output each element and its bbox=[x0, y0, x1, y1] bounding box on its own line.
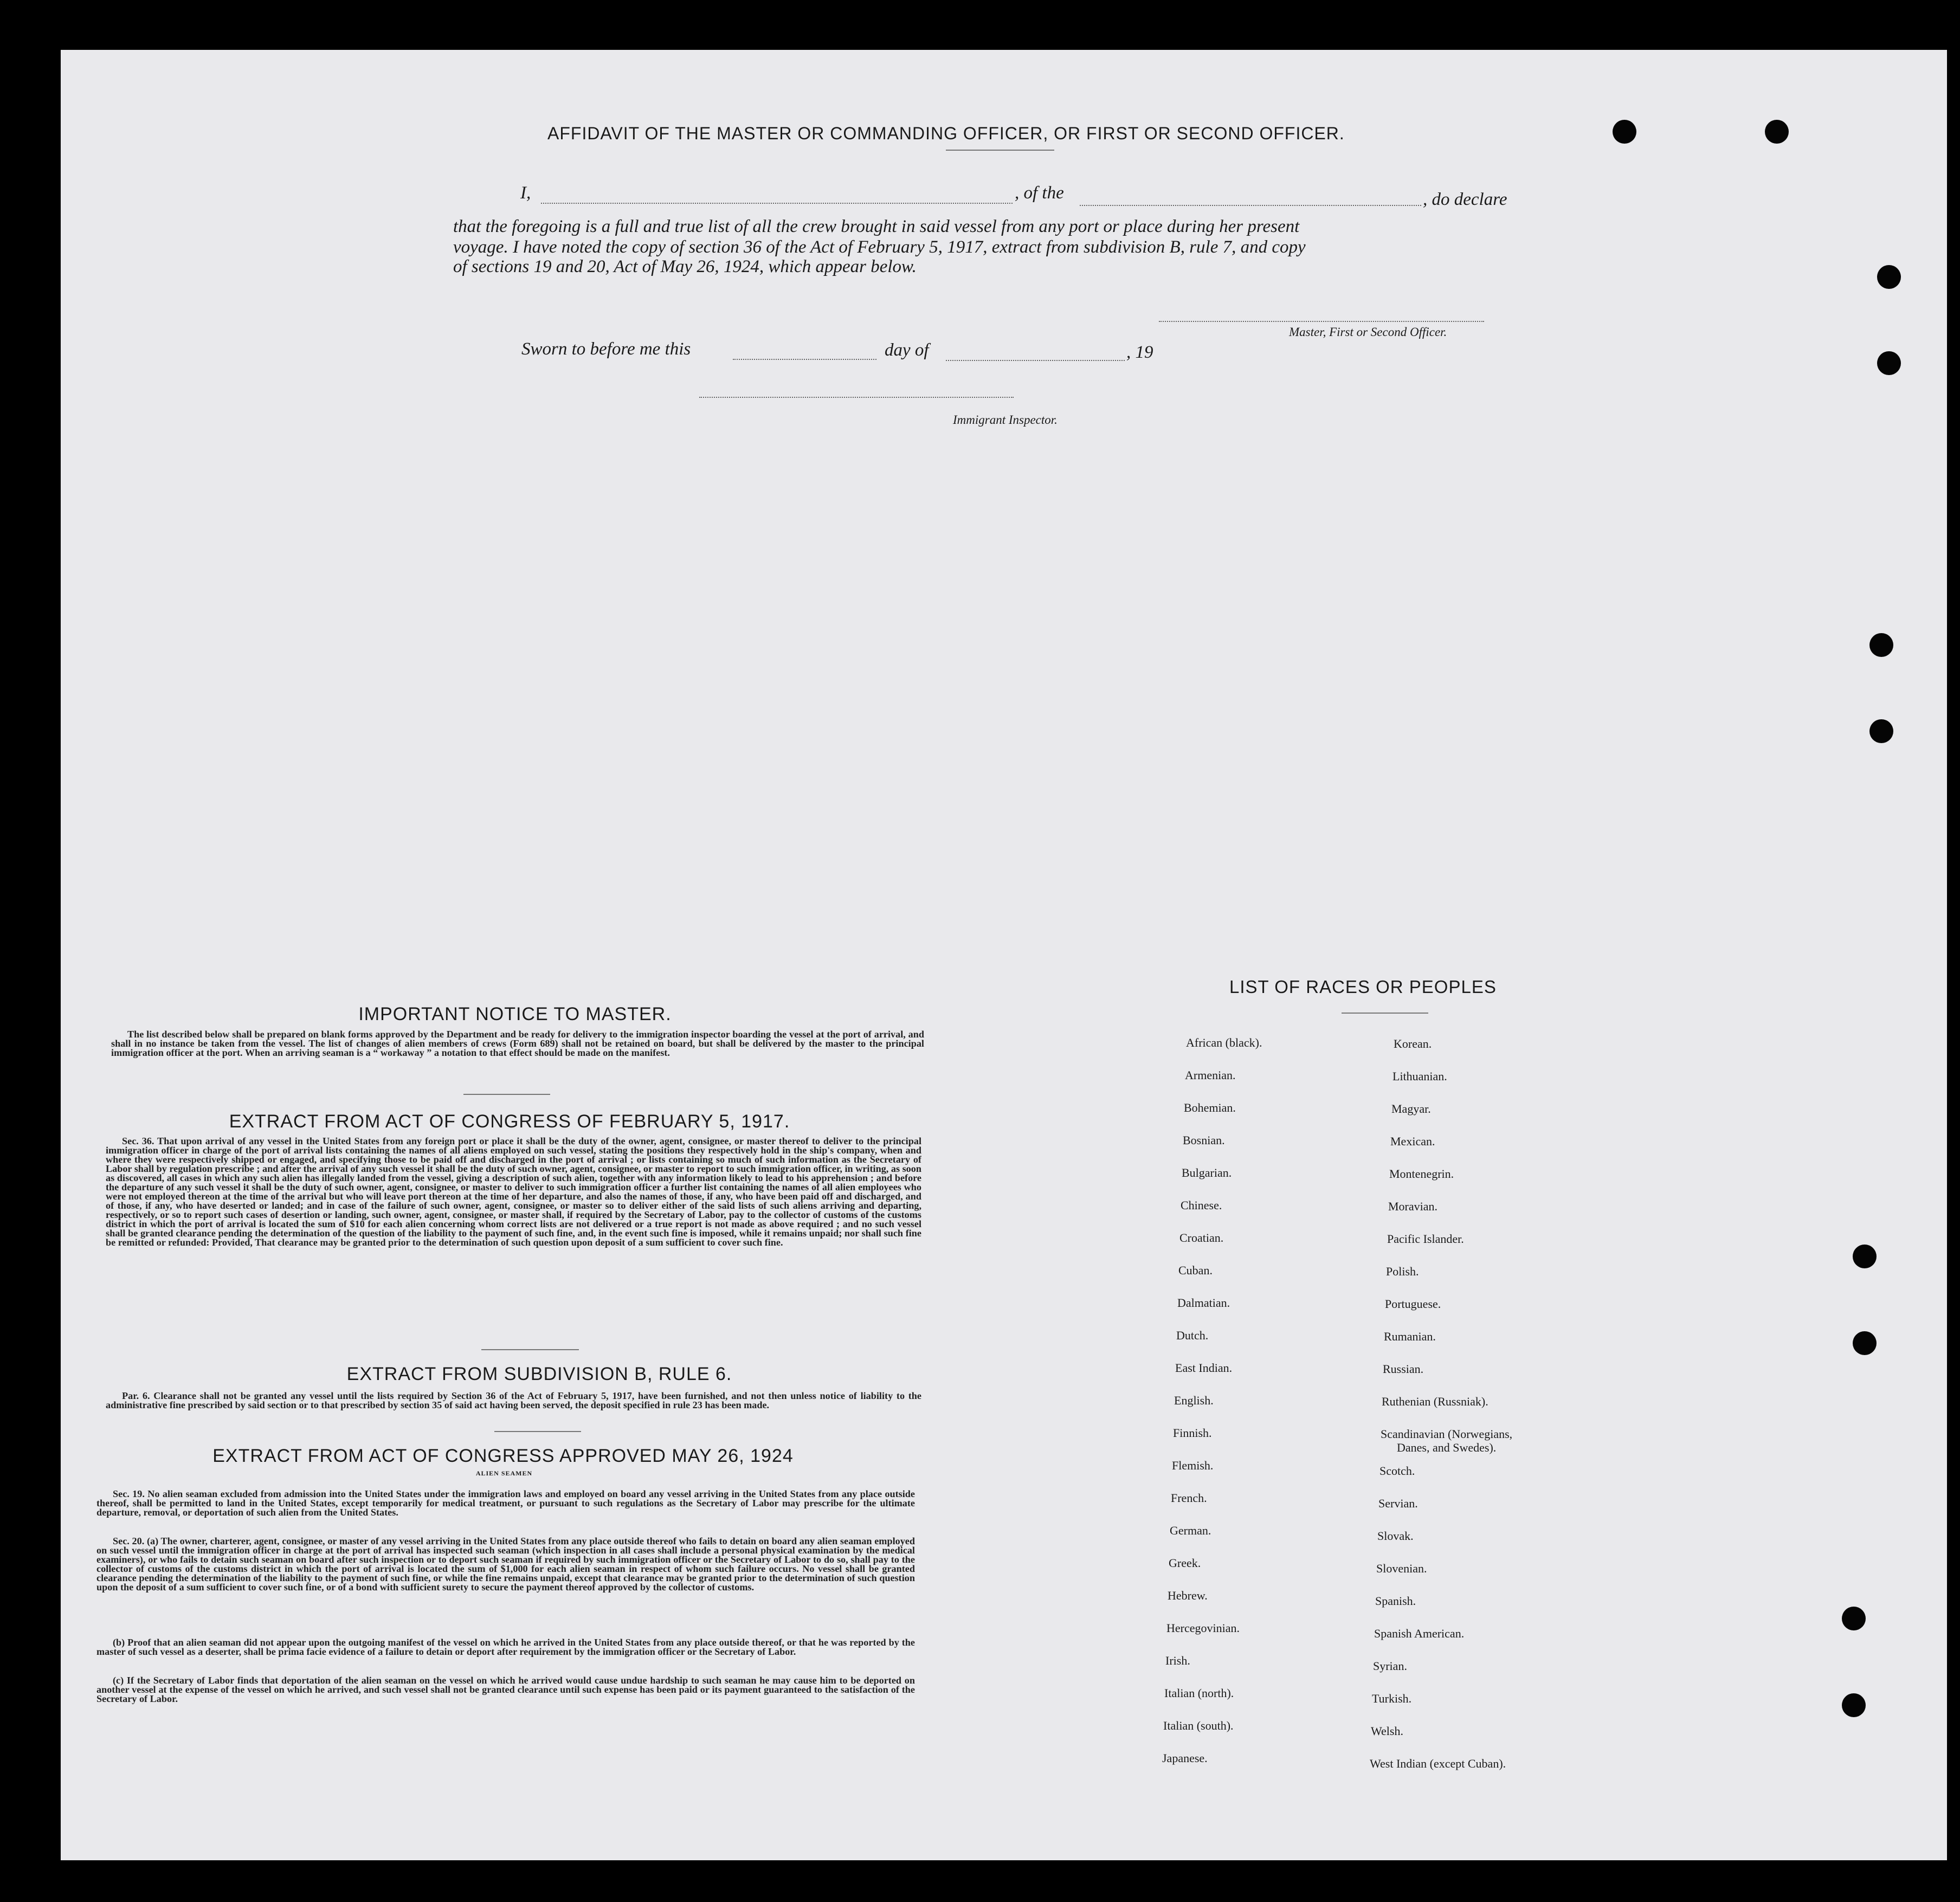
race-item: Turkish. bbox=[1372, 1692, 1412, 1705]
affidavit-line-2: that the foregoing is a full and true list of all the crew brought in said vessel from any port or place during her present bbox=[453, 217, 1300, 236]
affidavit-line-1 bbox=[520, 183, 531, 203]
sec20c-text: (c) If the Secretary of Labor finds that deportation of the alien seaman on the vessel on which he arrived would cause undue hardship to such seaman he may cause him to be deported on another vessel at the expense of the vessel on which he arrived, and such vessel shall not be granted clearance until such expense has been paid or its payment guaranteed to the satisfaction of the Secretary of Labor. bbox=[96, 1676, 915, 1704]
punch-hole bbox=[1842, 1607, 1866, 1630]
punch-hole bbox=[1877, 265, 1901, 289]
race-item: Spanish. bbox=[1375, 1594, 1416, 1608]
sworn-year: , 19 bbox=[1126, 343, 1153, 362]
race-item: Dutch. bbox=[1176, 1329, 1209, 1342]
affidavit-i: I, bbox=[520, 183, 531, 203]
extract-1917-divider bbox=[481, 1349, 579, 1350]
race-item: Polish. bbox=[1386, 1265, 1419, 1278]
notice-divider bbox=[463, 1094, 550, 1095]
race-item: Korean. bbox=[1394, 1037, 1432, 1050]
race-item: Rumanian. bbox=[1384, 1330, 1436, 1343]
rule6-title: EXTRACT FROM SUBDIVISION B, RULE 6. bbox=[346, 1364, 732, 1384]
master-signature-line[interactable] bbox=[1159, 321, 1484, 322]
notice-title: IMPORTANT NOTICE TO MASTER. bbox=[358, 1004, 672, 1024]
punch-hole bbox=[1613, 120, 1636, 144]
race-item: French. bbox=[1171, 1491, 1207, 1505]
race-item: Japanese. bbox=[1162, 1751, 1208, 1765]
race-item: Montenegrin. bbox=[1389, 1167, 1454, 1181]
race-item: Hebrew. bbox=[1168, 1589, 1208, 1602]
affidavit-line-3: voyage. I have noted the copy of section 36 of the Act of February 5, 1917, extract from subdivision B, rule 7, and copy bbox=[453, 237, 1306, 257]
race-item: Scotch. bbox=[1379, 1464, 1415, 1478]
punch-hole bbox=[1869, 719, 1893, 743]
race-item: Chinese. bbox=[1181, 1198, 1222, 1212]
race-item: African (black). bbox=[1186, 1036, 1262, 1049]
race-item: Flemish. bbox=[1172, 1459, 1214, 1472]
race-item: Magyar. bbox=[1391, 1102, 1431, 1116]
race-item: Finnish. bbox=[1173, 1426, 1212, 1440]
scandinavian-continuation: Danes, and Swedes). bbox=[1397, 1441, 1497, 1454]
extract-1917-title: EXTRACT FROM ACT OF CONGRESS OF FEBRUARY 5, 1917. bbox=[229, 1111, 790, 1132]
race-item: Dalmatian. bbox=[1177, 1296, 1230, 1310]
punch-hole bbox=[1869, 633, 1893, 657]
race-item: Armenian. bbox=[1185, 1068, 1236, 1082]
race-item: Bohemian. bbox=[1184, 1101, 1236, 1114]
name-blank[interactable] bbox=[541, 203, 1013, 204]
sworn-day-blank[interactable] bbox=[733, 359, 876, 360]
inspector-signature-line[interactable] bbox=[699, 397, 1014, 398]
title-divider bbox=[946, 150, 1054, 151]
race-item: Spanish American. bbox=[1374, 1627, 1465, 1640]
race-item: English. bbox=[1174, 1394, 1214, 1407]
sworn-day-of: day of bbox=[885, 340, 929, 360]
sec20b-text: (b) Proof that an alien seaman did not appear upon the outgoing manifest of the vessel on which he arrived in the United States from any place outside thereof, or that he was reported by the master of such vessel as a deserter, shall be prima facie evidence of a failure to detain or deport after requirement by the immigration officer or the Secretary of Labor. bbox=[96, 1638, 915, 1657]
rule6-text: Par. 6. Clearance shall not be granted any vessel until the lists required by Section 36 of the Act of February 5, 1917, have been furnished, and not then unless notice of liability to the administrative fine prescribed by said section or to that prescribed by section 35 of said act having been served, the deposit specified in rule 23 has been made. bbox=[106, 1391, 921, 1410]
race-item: Portuguese. bbox=[1385, 1297, 1441, 1311]
races-divider bbox=[1342, 1013, 1428, 1014]
race-item: German. bbox=[1170, 1524, 1211, 1537]
rule6-divider bbox=[494, 1431, 581, 1432]
race-item: Bosnian. bbox=[1183, 1133, 1225, 1147]
punch-hole bbox=[1853, 1245, 1877, 1268]
race-item: West Indian (except Cuban). bbox=[1370, 1757, 1506, 1770]
race-item: Mexican. bbox=[1390, 1134, 1435, 1148]
races-title: LIST OF RACES OR PEOPLES bbox=[1229, 977, 1497, 997]
race-item: Irish. bbox=[1165, 1654, 1190, 1667]
race-item: Syrian. bbox=[1373, 1659, 1407, 1673]
punch-hole bbox=[1765, 120, 1789, 144]
of-the-label: , of the bbox=[1015, 183, 1064, 203]
extract-1917-text: Sec. 36. That upon arrival of any vessel in the United States from any foreign port or place it shall be the duty of the owner, agent, consignee, or master thereof to deliver to the principal immigration officer in charge of the port of arrival lists containing the names of all aliens employed on such vessel, stating the positions they respectively hold in the ship's company, when and where they were respectively shipped or engaged, and specifying those to be paid off and discharged in the port of arrival ; or lists containing so much of such information as the Secretary of Labor shall by regulation prescribe ; and after the arrival of any such vessel it shall be the duty of such owner, agent, consignee, or master to report to such immigration officer, in writing, as soon as discovered, all cases in which any such alien has illegally landed from the vessel, giving a description of such alien, together with any information likely to lead to his apprehension ; and before the departure of any such vessel it shall be the duty of such owner, agent, consignee, or master to deliver to such immigration officer a further list containing the names of all alien employees who were not employed thereon at the time of the arrival but who will leave port thereon at the time of her departure, and also the names of those, if any, who have been paid off and discharged, and of those, if any, who have deserted or landed; and in case of the failure of such owner, agent, consignee, or master so to deliver either of the said lists of such aliens arriving and departing, respectively, or so to report such cases of desertion or landing, such owner, agent, consignee, or master shall, if required by the Secretary of Labor, pay to the collector of customs of the customs district in which the port of arrival is located the sum of $10 for each alien concerning whom correct lists are not delivered or a true report is not made as above required ; and no such vessel shall be granted clearance pending the determination of the question of the liability to the payment of such fine, and, in the event such fine is imposed, while it remains unpaid; nor shall such fine be remitted or refunded: Provided, That clearance may be granted prior to the determination of such question upon deposit of a sum sufficient to cover such fine. bbox=[106, 1137, 921, 1248]
race-item: Ruthenian (Russniak). bbox=[1382, 1395, 1488, 1408]
race-item: Italian (north). bbox=[1164, 1686, 1234, 1700]
master-signature-label: Master, First or Second Officer. bbox=[1289, 325, 1447, 339]
race-item: Russian. bbox=[1383, 1362, 1424, 1376]
alien-seamen-subtitle: ALIEN SEAMEN bbox=[475, 1469, 533, 1477]
affidavit-line-4: of sections 19 and 20, Act of May 26, 1924, which appear below. bbox=[453, 257, 917, 276]
race-item: East Indian. bbox=[1175, 1361, 1233, 1375]
punch-hole bbox=[1877, 351, 1901, 375]
sworn-month-blank[interactable] bbox=[946, 360, 1125, 361]
sworn-prefix: Sworn to before me this bbox=[521, 339, 691, 359]
race-item: Pacific Islander. bbox=[1387, 1232, 1464, 1246]
extract-1924-title: EXTRACT FROM ACT OF CONGRESS APPROVED MAY 26, 1924 bbox=[212, 1446, 794, 1466]
punch-hole bbox=[1842, 1693, 1866, 1717]
sec19-text: Sec. 19. No alien seaman excluded from admission into the United States under the immigration laws and employed on board any vessel arriving in the United States from any place outside thereof, shall be permitted to land in the United States, except temporarily for medical treatment, or pursuant to such regulations as the Secretary of Labor may prescribe for the ultimate departure, removal, or deportation of such alien from the United States. bbox=[96, 1490, 915, 1518]
affidavit-title: AFFIDAVIT OF THE MASTER OR COMMANDING OFFICER, OR FIRST OR SECOND OFFICER. bbox=[547, 124, 1345, 143]
vessel-blank[interactable] bbox=[1080, 205, 1421, 206]
race-item: Hercegovinian. bbox=[1166, 1621, 1240, 1635]
race-item: Servian. bbox=[1378, 1497, 1418, 1510]
race-item: Slovenian. bbox=[1376, 1562, 1427, 1575]
punch-hole bbox=[1853, 1331, 1877, 1355]
sec20a-text: Sec. 20. (a) The owner, charterer, agent, consignee, or master of any vessel arriving in the United States from any place outside thereof who fails to detain on board any alien seaman employed on such vessel until the immigration officer in charge at the port of arrival has inspected such seaman (which inspection in all cases shall include a personal physical examination by the medical examiners), or who fails to detain such seaman on board after such inspection or to deport such seaman if required by such immigration officer or the Secretary of Labor to do so, shall pay to the collector of customs of the customs district in which the port of arrival is located the sum of $1,000 for each alien seaman in respect of whom such failure occurs. No vessel shall be granted clearance pending the determination of the liability to the payment of such fine, or while the fine remains unpaid, except that clearance may be granted prior to the determination of such question upon the deposit of a sum sufficient to cover such fine, or of a bond with sufficient surety to secure the payment thereof approved by the collector of customs. bbox=[96, 1537, 915, 1592]
inspector-label: Immigrant Inspector. bbox=[953, 413, 1058, 427]
race-item: Slovak. bbox=[1377, 1529, 1414, 1543]
race-item: Welsh. bbox=[1371, 1724, 1403, 1738]
race-item: Scandinavian (Norwegians, bbox=[1381, 1427, 1513, 1441]
race-item: Lithuanian. bbox=[1392, 1069, 1447, 1083]
race-item: Greek. bbox=[1169, 1556, 1201, 1570]
declare-label: , do declare bbox=[1423, 190, 1507, 209]
notice-text: The list described below shall be prepared on blank forms approved by the Department and be ready for delivery to the immigration inspector boarding the vessel at the port of arrival, and shall in no instance be taken from the vessel. The list of changes of alien members of crews (Form 689) shall not be retained on board, but shall be delivered by the master to the principal immigration officer at the port. When an arriving seaman is a “ workaway ” a notation to that effect should be made on the manifest. bbox=[111, 1030, 924, 1058]
race-item: Cuban. bbox=[1178, 1263, 1213, 1277]
race-item: Italian (south). bbox=[1163, 1719, 1234, 1732]
race-item: Croatian. bbox=[1179, 1231, 1224, 1245]
race-item: Bulgarian. bbox=[1182, 1166, 1232, 1179]
race-item: Moravian. bbox=[1388, 1200, 1438, 1213]
